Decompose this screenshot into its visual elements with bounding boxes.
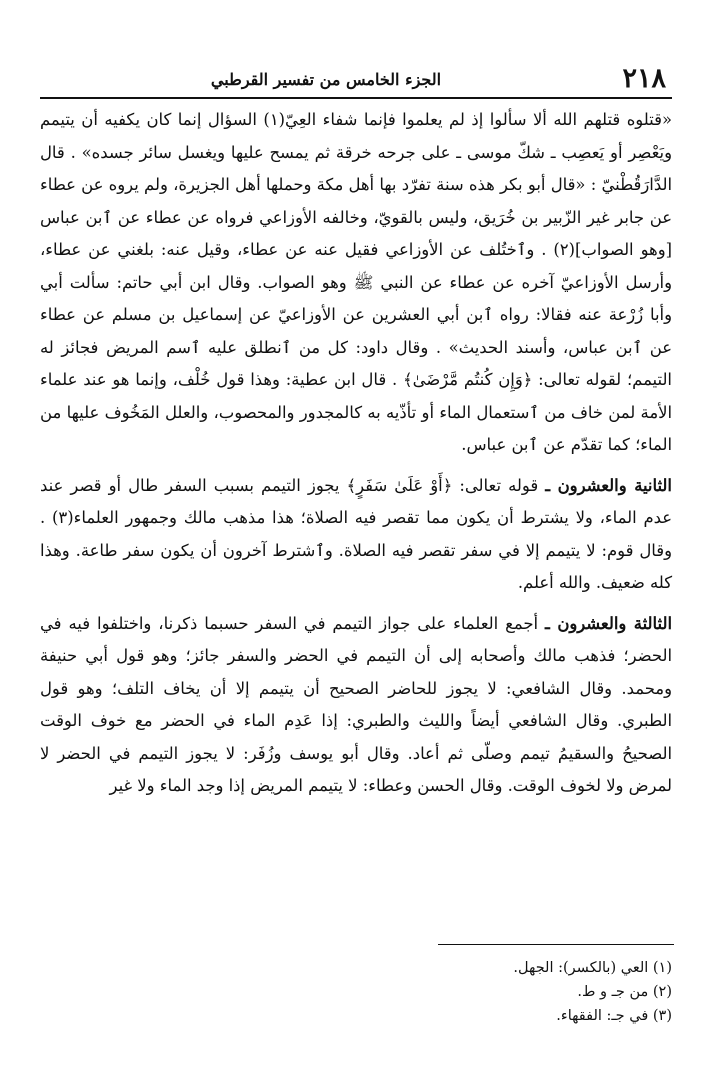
main-text: [40, 104, 672, 803]
header-divider: [40, 97, 672, 99]
page-number: ٢١٨: [622, 63, 666, 94]
footnote-1: (١) العي (بالكسر): الجهل.: [513, 960, 672, 976]
paragraph-3-heading: الثالثة والعشرون ـ: [545, 613, 672, 633]
footnote-divider: [438, 944, 674, 945]
footnote-2: (٢) من جـ و ط.: [577, 984, 672, 1000]
paragraph-1-text: «قتلوه قتلهم الله ألا سألوا إذ لم يعلموا فإنما شفاء العِيّ(١) السؤال إنما كان يكفيه أن يتيمم ويَعْصِر أو يَعصِب ـ شكّ موسى ـ على جرحه خرقة ثم يمسح عليها ويغسل سائر جسده» . قال الدَّارَقُطْنيّ : «قال أبو بكر هذه سنة تفرّد بها أهل مكة وحملها أهل الجزيرة، ولم يروه عن عطاء عن جابر غير الزّبير بن خُرَيق، وليس بالقويّ، وخالفه الأوزاعي فرواه عن عطاء عن ٱبن عباس [وهو الصواب](٢) . وٱختُلف عن الأوزاعي فقيل عنه عن عطاء، وقيل عنه: بلغني عن عطاء، وأرسل الأوزاعيّ آخره عن عطاء عن النبي ﷺ وهو الصواب. وقال ابن أبي حاتم: سألت أبي وأبا زُرْعة عنه فقالا: رواه ٱبن أبي العشرين عن الأوزاعيّ عن إسماعيل بن مسلم عن عطاء عن ٱبن عباس، وأسند الحديث» . وقال داود: كل من ٱنطلق عليه ٱسم المريض فجائز له التيمم؛ لقوله تعالى: ﴿وَإِن كُنتُم مَّرْضَىٰ﴾ . قال ابن عطية: وهذا قول خُلْف، وإنما هو عند علماء الأمة لمن خاف من ٱستعمال الماء أو تأذّيه به كالمجدور والمحصوب، والعلل المَخُوف عليها من الماء؛ كما تقدّم عن ٱبن عباس.: [40, 110, 673, 454]
paragraph-2-text: قوله تعالى: ﴿أَوْ عَلَىٰ سَفَرٍ﴾ يجوز التيمم بسبب السفر طال أو قصر عند عدم الماء، ولا يشترط أن يكون مما تقصر فيه الصلاة؛ هذا مذهب مالك وجمهور العلماء(٣) . وقال قوم: لا يتيمم إلا في سفر تقصر فيه الصلاة. وٱشترط آخرون أن يكون سفر طاعة. وهذا كله ضعيف. والله أعلم.: [40, 475, 672, 592]
paragraph-3: [40, 608, 672, 803]
page-header: [40, 64, 672, 94]
paragraph-1: [40, 104, 672, 462]
paragraph-2: [40, 470, 672, 600]
footnotes: [272, 956, 672, 1028]
footnote-3: (٣) في جـ: الفقهاء.: [556, 1008, 672, 1024]
paragraph-2-heading: الثانية والعشرون ـ: [545, 475, 672, 495]
running-title: الجزء الخامس من تفسير القرطبي: [210, 70, 442, 89]
paragraph-3-text: أجمع العلماء على جواز التيمم في السفر حسبما ذكرنا، واختلفوا فيه في الحضر؛ فذهب مالك وأصحابه إلى أن التيمم في الحضر والسفر جائز؛ وهو قول أبي حنيفة ومحمد. وقال الشافعي: لا يجوز للحاضر الصحيح أن يتيمم إلا أن يخاف التلف؛ وهو قول الطبري. وقال الشافعي أيضاً والليث والطبري: إذا عَدِم الماء في الحضر مع خوف الوقت الصحيحُ والسقيمُ تيمم وصلّى ثم أعاد. وقال أبو يوسف وزُفَر: لا يجوز التيمم في الحضر لا لمرض ولا لخوف الوقت. وقال الحسن وعطاء: لا يتيمم المريض إذا وجد الماء ولا غير: [40, 613, 672, 795]
